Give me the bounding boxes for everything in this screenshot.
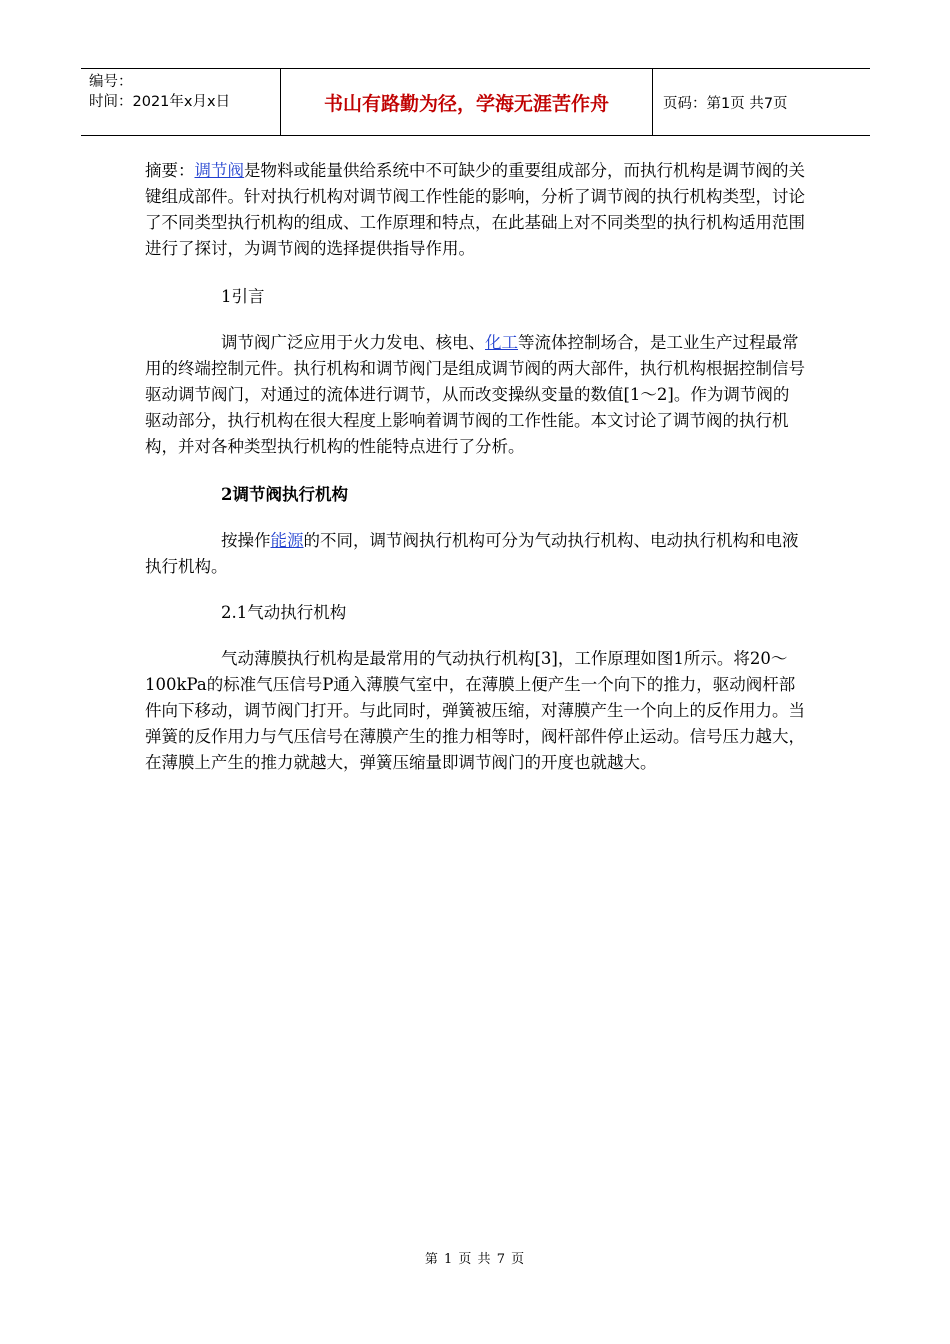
section-2-1-paragraph: 气动薄膜执行机构是最常用的气动执行机构[3]，工作原理如图1所示。将20～100kPa的标准气压信号P通入薄膜气室中，在薄膜上便产生一个向下的推力，驱动阀杆部件向下移动，调节阀门打开。与此同时，弹簧被压缩，对薄膜产生一个向上的反作用力。当弹簧的反作用力与气压信号在薄膜产生的推力相等时，阀杆部件停止运动。信号压力越大，在薄膜上产生的推力就越大，弹簧压缩量即调节阀门的开度也就越大。 (145, 649, 805, 772)
number-label: 编号： (89, 74, 133, 90)
section-2-title: 2调节阀执行机构 (221, 485, 348, 504)
time-label: 时间：2021年x月x日 (89, 94, 231, 110)
section-1-paragraph (145, 330, 805, 460)
header-motto: 书山有路勤为径，学海无涯苦作舟 (281, 69, 653, 135)
link-tiaojiefa[interactable]: 调节阀 (194, 161, 244, 180)
abstract-label: 摘要： (145, 161, 195, 180)
section-2-text-after: 的不同，调节阀执行机构可分为气动执行机构、电动执行机构和电液执行机构。 (145, 531, 799, 576)
page-footer: 第 1 页 共 7 页 (424, 1252, 526, 1267)
document-body (145, 158, 805, 776)
link-nengyuan[interactable]: 能源 (270, 531, 304, 550)
header-page-info: 页码：第1页 共7页 (663, 95, 788, 112)
abstract-paragraph (145, 158, 805, 262)
section-1-text-before: 调节阀广泛应用于火力发电、核电、 (221, 333, 485, 352)
link-huagong[interactable]: 化工 (485, 333, 518, 352)
document-header (81, 68, 870, 136)
section-1-title: 1引言 (221, 287, 265, 306)
section-2-1-title: 2.1气动执行机构 (221, 603, 347, 622)
header-meta (81, 69, 281, 135)
section-2-text-before: 按操作 (221, 531, 271, 550)
section-1-text-after: 等流体控制场合，是工业生产过程最常用的终端控制元件。执行机构和调节阀门是组成调节阀的两大部件，执行机构根据控制信号驱动调节阀门，对通过的流体进行调节，从而改变操纵变量的数值[1～2]。作为调节阀的驱动部分，执行机构在很大程度上影响着调节阀的工作性能。本文讨论了调节阀的执行机构，并对各种类型执行机构的性能特点进行了分析。 (145, 333, 805, 456)
section-2-paragraph (145, 528, 805, 580)
abstract-text: 是物料或能量供给系统中不可缺少的重要组成部分，而执行机构是调节阀的关键组成部件。针对执行机构对调节阀工作性能的影响，分析了调节阀的执行机构类型，讨论了不同类型执行机构的组成、工作原理和特点，在此基础上对不同类型的执行机构适用范围进行了探讨，为调节阀的选择提供指导作用。 (145, 161, 805, 258)
